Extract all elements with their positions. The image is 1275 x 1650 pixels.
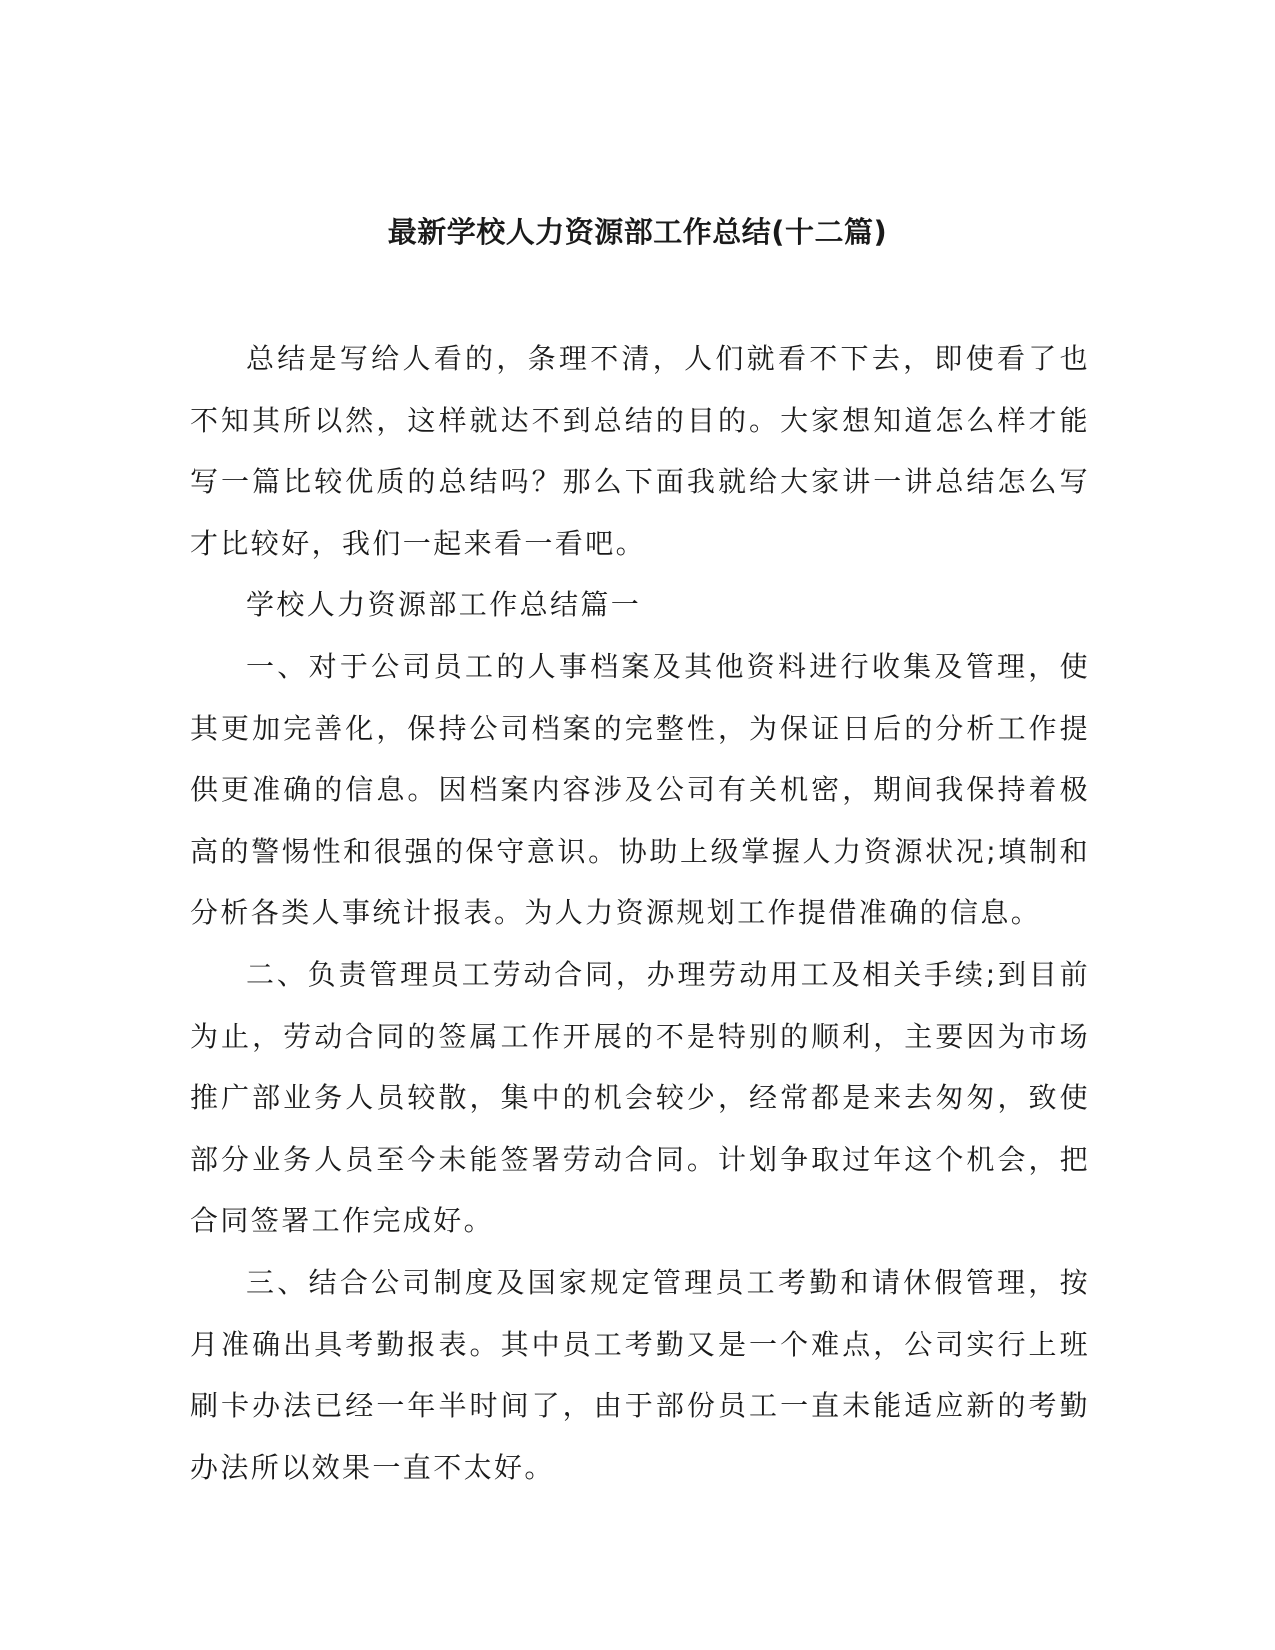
paragraph-item-2: 二、负责管理员工劳动合同，办理劳动用工及相关手续;到目前为止，劳动合同的签属工作开展的不是特别的顺利，主要因为市场推广部业务人员较散，集中的机会较少，经常都是来去匆匆，致使部分业务人员至今未能签署劳动合同。计划争取过年这个机会，把合同签署工作完成好。 [190,957,1090,1238]
paragraph-item-1: 一、对于公司员工的人事档案及其他资料进行收集及管理，使其更加完善化，保持公司档案的完整性，为保证日后的分析工作提供更准确的信息。因档案内容涉及公司有关机密，期间我保持着极高的警惕性和很强的保守意识。协助上级掌握人力资源状况;填制和分析各类人事统计报表。为人力资源规划工作提借准确的信息。 [190,649,1090,930]
intro-paragraph: 总结是写给人看的，条理不清，人们就看不下去，即使看了也不知其所以然，这样就达不到总结的目的。大家想知道怎么样才能写一篇比较优质的总结吗？那么下面我就给大家讲一讲总结怎么写才比较好，我们一起来看一看吧。 [190,342,1090,560]
section-heading: 学校人力资源部工作总结篇一 [246,588,642,622]
document-title: 最新学校人力资源部工作总结(十二篇) [387,215,888,249]
document-body [190,328,1090,1498]
paragraph-item-3: 三、结合公司制度及国家规定管理员工考勤和请休假管理，按月准确出具考勤报表。其中员工考勤又是一个难点，公司实行上班刷卡办法已经一年半时间了，由于部份员工一直未能适应新的考勤办法所以效果一直不太好。 [190,1265,1090,1484]
